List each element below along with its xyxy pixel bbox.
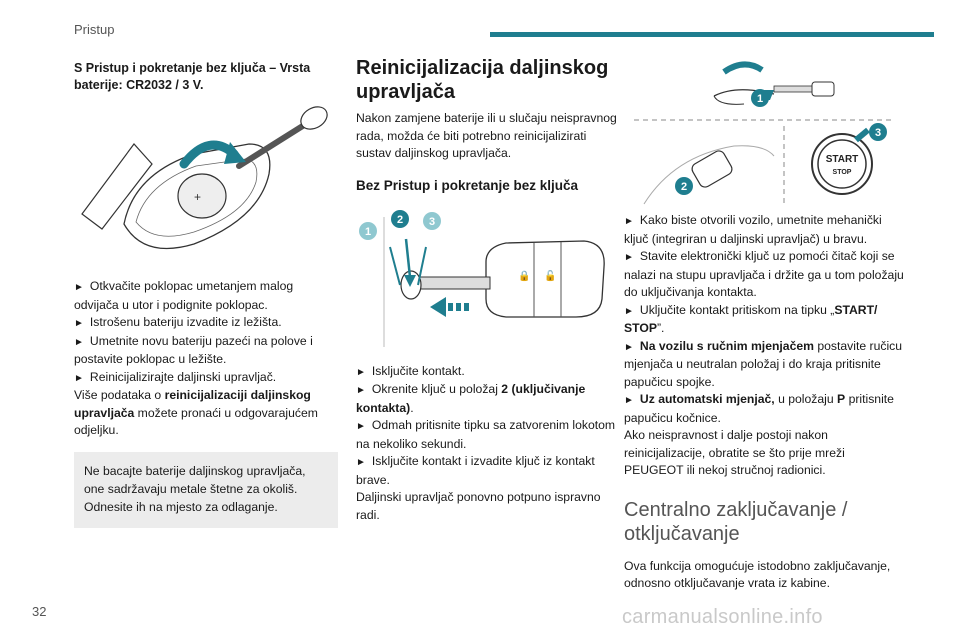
badge-1: 1	[364, 225, 372, 238]
keyless-badge-3: 3	[874, 127, 882, 139]
column-keyless	[624, 56, 904, 593]
battery-step-1: ► Otkvačite poklopac umetanjem malog odvijača u utor i podignite poklopac.	[74, 278, 338, 314]
badge-3: 3	[428, 215, 436, 228]
central-locking-title: Centralno zaključavanje / otključavanje	[624, 498, 848, 545]
keyless-badge-2: 2	[680, 181, 688, 193]
keyless-step-2: ► Stavite elektronički ključ uz pomoći čitač koji se nalazi na stupu upravljača i držite ga u tom položaju do uključivanja kontakta.	[624, 248, 904, 302]
column-battery	[74, 56, 338, 528]
keyless-step-3: ► Uključite kontakt pritiskom na tipku „START/ STOP”.	[624, 302, 904, 338]
keyless-illustration	[624, 56, 904, 206]
keyless-closing: Ako neispravnost i dalje postoji nakon reinicijalizacije, obratite se što prije mreži PEUGEOT ili nekoj stručnoj radionici.	[624, 428, 845, 477]
badge-2: 2	[396, 213, 404, 226]
key-ignition-illustration	[356, 207, 620, 357]
reinit-step-1: ► Isključite kontakt.	[356, 363, 620, 382]
battery-title: S Pristup i pokretanje bez ključa – Vrsta baterije: CR2032 / 3 V.	[74, 61, 311, 92]
reinit-step-4: ► Isključite kontakt i izvadite ključ iz kontakt brave.	[356, 453, 620, 489]
battery-step-4: ► Reinicijalizirajte daljinski upravljač.	[74, 369, 338, 388]
reinit-step-3: ► Odmah pritisnite tipku sa zatvorenim lokotom na nekoliko sekundi.	[356, 417, 620, 453]
keyless-step-4: ► Na vozilu s ručnim mjenjačem postavite ručicu mjenjača u neutralan položaj i do kraja pritisnite papučicu spojke.	[624, 338, 904, 392]
reinit-link-text: reinicijalizaciji daljinskog upravljača	[74, 388, 311, 420]
reinit-step-2: ► Okrenite ključ u položaj 2 (uključivanje kontakta).	[356, 381, 620, 417]
note-text: Ne bacajte baterije daljinskog upravljača, one sadržavaju metale štetne za okoliš. Odnesite ih na mjesto za odlaganje.	[84, 463, 306, 514]
svg-text:🔓: 🔓	[544, 270, 557, 282]
reinit-subtitle: Bez Pristup i pokretanje bez ključa	[356, 177, 579, 193]
battery-more-info: Više podataka o reinicijalizaciji daljinskog upravljača možete pronaći u odgovarajućem odjeljku.	[74, 388, 318, 437]
svg-text:🔒: 🔒	[518, 270, 531, 282]
page-number: 32	[32, 604, 47, 619]
battery-step-3: ► Umetnite novu bateriju pazeći na polove i postavite poklopac u ležište.	[74, 333, 338, 369]
battery-step-2: ► Istrošenu bateriju izvadite iz ležišta.	[74, 314, 338, 333]
battery-disposal-note	[74, 452, 338, 528]
column-reinit	[356, 56, 620, 524]
keyless-step-1: ► Kako biste otvorili vozilo, umetnite mehanički ključ (integriran u daljinski upravljač) u bravu.	[624, 212, 904, 248]
watermark: carmanualsonline.info	[622, 606, 823, 628]
reinit-title: Reinicijalizacija daljinskog upravljača	[356, 57, 609, 103]
keyless-step-5: ► Uz automatski mjenjač, u položaju P pritisnite papučicu kočnice.	[624, 391, 904, 427]
reinit-closing: Daljinski upravljač ponovno potpuno ispravno radi.	[356, 490, 601, 522]
svg-text:+: +	[194, 190, 202, 204]
section-header: Pristup	[74, 22, 115, 37]
reinit-intro: Nakon zamjene baterije ili u slučaju neispravnog rada, možda će biti potrebno reinicijalizirati sustav daljinskog upravljača.	[356, 111, 617, 160]
header-accent-bar	[490, 32, 934, 37]
key-battery-illustration	[74, 104, 338, 264]
start-label: START	[825, 154, 859, 165]
keyless-badge-1: 1	[756, 93, 764, 105]
central-locking-text: Ova funkcija omogućuje istodobno zaključavanje, odnosno otključavanje vrata iz kabine.	[624, 558, 891, 590]
stop-label: STOP	[832, 169, 852, 176]
